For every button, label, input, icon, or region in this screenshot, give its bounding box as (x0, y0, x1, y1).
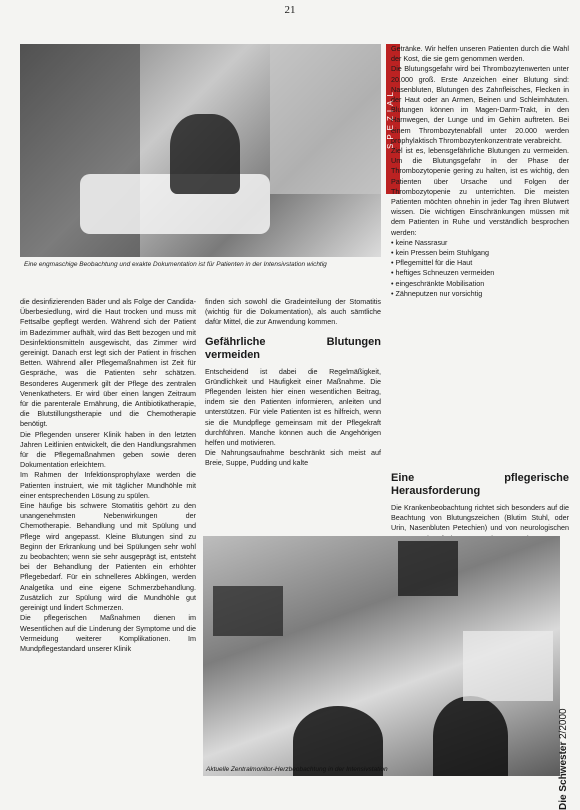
magazine-footer (558, 640, 578, 810)
heading-bleeding: Gefährliche Blutungen vermeiden (205, 335, 381, 361)
list-item: • kein Pressen beim Stuhlgang (391, 248, 569, 258)
col1-paragraph: Die pflegerischen Maßnahmen dienen im Wesentlichen auf die Linderung der Symptome und die Vermeidung weiterer Komplikationen. Im Mundpflegestandard unserer Klinik (20, 613, 196, 653)
column-1 (20, 297, 196, 654)
list-item: • keine Nassrasur (391, 238, 569, 248)
section-tag: SPEZIAL (386, 44, 400, 194)
magazine-name: Die Schwester (558, 741, 569, 810)
list-item: • Zähneputzen nur vorsichtig (391, 289, 569, 299)
restrictions-list (391, 238, 569, 299)
photo-monitor (398, 541, 458, 596)
list-item: • Pflegemittel für die Haut (391, 258, 569, 268)
column-3-lower (391, 464, 569, 544)
col1-paragraph: Die Pflegenden unserer Klinik haben in den letzten Jahren Leitlinien entwickelt, die den Handlungsrahmen für die Pflegemaßnahmen geben sowie deren Dokumentation erleichtern. (20, 429, 196, 470)
photo-intensive-care-patient (20, 44, 381, 257)
heading-nursing-challenge: Eine pflegerische Herausforderung (391, 472, 569, 497)
col1-paragraph: Im Rahmen der Infektionsprophylaxe werden die Patienten instruiert, wie mit täglicher Mundhöhle mit einer entsprechenden Lösung zu spülen. (20, 470, 196, 500)
photo-equipment (270, 44, 381, 194)
photo-monitor (213, 586, 283, 636)
photo-monitor-station (203, 536, 560, 776)
col1-paragraph: die desinfizierenden Bäder und als Folge der Candida-Überbesiedlung, wird die Haut trocken und muss mit Fettsalbe gepflegt werden. Während sich der Patient im Badezimmer aufhält, wird das Bett bezogen und mit Desinfektionsmitteln ausgewischt, das Zimmer wird gereinigt. Danach erst legt sich der Patient in frischen Betten. Während aller Pflegemaßnahmen ist Zeit für Gespräche, was die Patienten sehr schätzen. Besonderes Augenmerk gilt der Pflege des zentralen Venenkatheters. Er wird über einen langen Zeitraum für die parenterale Ernährung, die Antibiotikatherapie, die Blutstillungstherapie und die Chemotherapie benötigt. (20, 297, 196, 429)
col3-paragraph: Die Blutungsgefahr wird bei Thrombozytenwerten unter 20.000 groß. Erste Anzeichen einer Blutung sind: Nasenbluten, Blutungen des Zahnfleisches, Flecken in der Haut oder an Armen, Beinen und Schleimhäuten. Blutungen können im Magen-Darm-Trakt, in den Harnwegen, der Lunge und im Gehirn auftreten. Bei einem Thrombozytenabfall unter 20.000 werden prophylaktisch Thrombozytenkonzentrate verabreicht. (391, 64, 569, 145)
col2-paragraph: Entscheidend ist dabei die Regelmäßigkeit, Gründlichkeit und Häufigkeit einer Maßnahme. Die Pflegenden leisten hier einen wesentlichen Beitrag, indem sie den Patienten informieren, anleiten und unterstützen. Für viele Patienten ist es hilfreich, wenn sie die Mundpflege gemeinsam mit der Pflegekraft durchführen. Manche können auch die Angehörigen helfen und motivieren. (205, 366, 381, 448)
photo-person-head (433, 696, 508, 776)
col3-paragraph: Ziel ist es, lebensgefährliche Blutungen zu vermeiden. Um die Blutungsgefahr in der Phase der Thrombozytopenie gering zu halten, ist es wichtig, den Patienten über Ursache und Folgen der Thrombozytopenie zu unterrichten. Die meisten Patienten möchten ohnehin in jeder Tag ihren Blutwert wissen. Die wichtigen Einschränkungen müssen mit dem Patienten in Ruhe und verständlich besprochen werden: (391, 146, 569, 237)
column-3 (391, 44, 569, 299)
photo1-caption: Eine engmaschige Beobachtung und exakte Dokumentation ist für Patienten in der Intensivstation wichtig (24, 261, 327, 268)
col3-paragraph: Die Krankenbeobachtung richtet sich besonders auf die Beachtung von Blutungszeichen (Blutim Stuhl, oder Urin, Nasenbluten Petechien) und von neurologischen (391, 503, 569, 533)
page-number: 21 (284, 4, 296, 16)
photo2-caption: Aktuelle Zentralmonitor-Herzbeobachtung in der Intensivstation (206, 766, 388, 773)
list-item: • heftiges Schneuzen vermeiden (391, 268, 569, 278)
col2-paragraph: finden sich sowohl die Gradeinteilung der Stomatitis (wichtig für die Dokumentation), als auch sämtliche dafür Mittel, die zur Anwendung kommen. (205, 297, 381, 327)
magazine-issue: 2/2000 (558, 708, 569, 739)
list-item: • eingeschränkte Mobilisation (391, 279, 569, 289)
col1-paragraph: Eine häufige bis schwere Stomatitis gehört zu den unangenehmsten Nebenwirkungen der Chemotherapie. Behandlung und mit Spülung und Pflege wird angepasst. Kleine Blutungen sind zu Beginn der Erkrankung und bei Spülungen sehr wohl zu beobachten; wenn sie sehr ausgeprägt ist, entsteht bei der Behandlung der Patienten ein erhöhter Pflegebedarf. Für ein schnelleres Abklingen, werden Analgetika und eine eigene Schmerzbehandlung. Zusätzlich zur Spülung wird die Mundhöhle gut gereinigt und lindert Schmerzen. (20, 501, 196, 613)
col3-paragraph: Getränke. Wir helfen unseren Patienten durch die Wahl der Kost, die sie gern genommen werden. (391, 44, 569, 64)
column-2 (205, 297, 381, 469)
col2-paragraph: Die Nahrungsaufnahme beschränkt sich meist auf Breie, Suppe, Pudding und kalte (205, 448, 381, 468)
photo-equipment-rack (463, 631, 553, 701)
photo-nurse (170, 114, 240, 194)
